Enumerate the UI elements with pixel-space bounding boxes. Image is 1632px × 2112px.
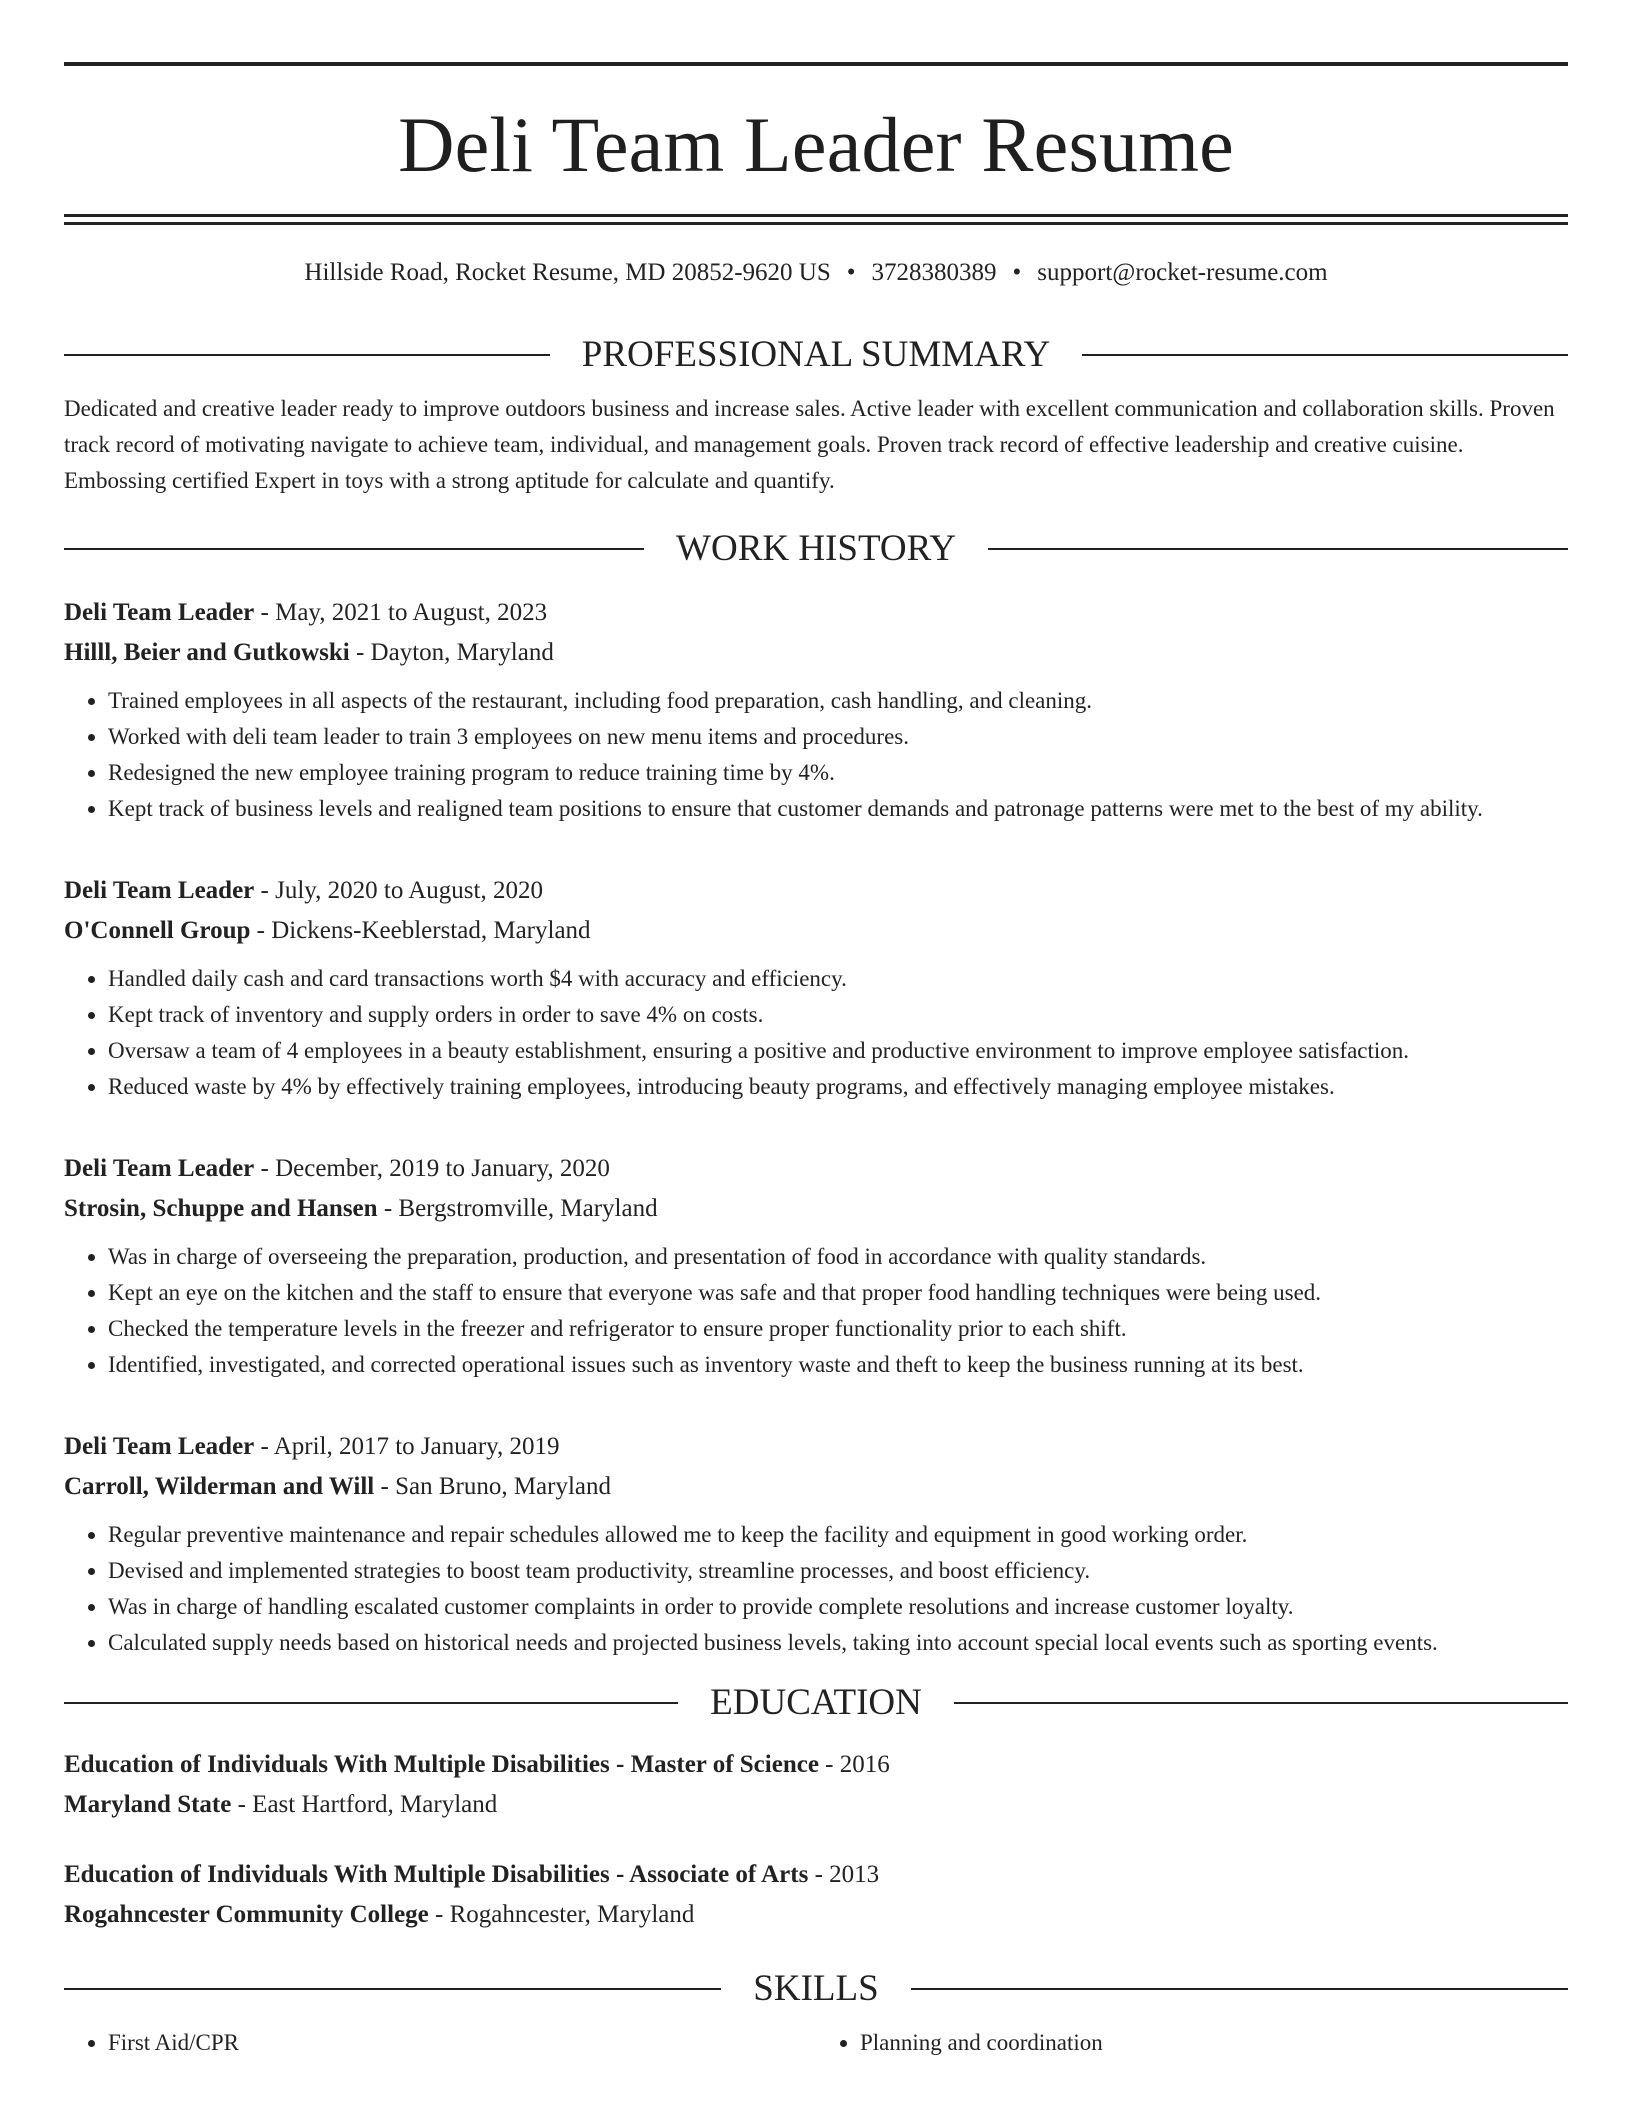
- list-item: • Handled daily cash and card transactions worth $4 with accuracy and efficiency.: [108, 961, 1568, 997]
- section-header-skills: [64, 1969, 1568, 2009]
- education-year: - 2013: [808, 1861, 880, 1888]
- skill-item: • Planning and coordination: [860, 2025, 1568, 2061]
- list-item: • Reduced waste by 4% by effectively training employees, introducing beauty programs, and effectively managing employee mistakes.: [108, 1069, 1568, 1105]
- job-bullets: [64, 683, 1568, 827]
- section-rule: [988, 548, 1568, 550]
- education-degree-line: [64, 1745, 1568, 1785]
- education-year: - 2016: [818, 1751, 890, 1778]
- education-school: Maryland State: [64, 1791, 232, 1818]
- contact-email[interactable]: support@rocket-resume.com: [1037, 259, 1328, 286]
- list-item: • Identified, investigated, and corrected operational issues such as inventory waste and theft to keep the business running at its best.: [108, 1347, 1568, 1383]
- list-item: • Redesigned the new employee training program to reduce training time by 4%.: [108, 755, 1568, 791]
- education-location: - Rogahncester, Maryland: [428, 1901, 695, 1928]
- section-header-work: [64, 529, 1568, 569]
- skills-column-right: [816, 2025, 1568, 2061]
- job-entry: [64, 871, 1568, 1105]
- job-entry: [64, 1149, 1568, 1383]
- job-title-line: [64, 871, 1568, 911]
- job-company: Carroll, Wilderman and Will: [64, 1473, 375, 1500]
- job-company-line: [64, 633, 1568, 673]
- list-item: • Regular preventive maintenance and repair schedules allowed me to keep the facility and equipment in good working order.: [108, 1517, 1568, 1553]
- list-item: • Calculated supply needs based on historical needs and projected business levels, taking into account special local events such as sporting events.: [108, 1625, 1568, 1661]
- job-bullets: [64, 1517, 1568, 1661]
- job-entry: [64, 593, 1568, 827]
- education-school-line: [64, 1785, 1568, 1825]
- contact-separator: •: [1012, 259, 1022, 286]
- education-degree: Education of Individuals With Multiple Disabilities - Master of Science: [64, 1751, 819, 1778]
- contact-separator: •: [846, 259, 856, 286]
- job-company-line: [64, 1189, 1568, 1229]
- list-item: • Was in charge of overseeing the preparation, production, and presentation of food in accordance with quality standards.: [108, 1239, 1568, 1275]
- section-header-summary: [64, 335, 1568, 375]
- job-title: Deli Team Leader: [64, 1155, 255, 1182]
- job-company: Strosin, Schuppe and Hansen: [64, 1195, 378, 1222]
- job-entry: [64, 1427, 1568, 1661]
- list-item: • Kept an eye on the kitchen and the staff to ensure that everyone was safe and that proper food handling techniques were being used.: [108, 1275, 1568, 1311]
- section-rule: [64, 1988, 721, 1990]
- job-dates: - May, 2021 to August, 2023: [254, 599, 548, 626]
- contact-phone: 3728380389: [871, 259, 997, 286]
- job-title: Deli Team Leader: [64, 1433, 255, 1460]
- list-item: • Checked the temperature levels in the freezer and refrigerator to ensure proper functionality prior to each shift.: [108, 1311, 1568, 1347]
- section-title: WORK HISTORY: [676, 528, 956, 569]
- list-item: • Trained employees in all aspects of the restaurant, including food preparation, cash handling, and cleaning.: [108, 683, 1568, 719]
- education-school-line: [64, 1895, 1568, 1935]
- job-title-line: [64, 593, 1568, 633]
- contact-line: [64, 259, 1568, 287]
- list-item: • Kept track of inventory and supply orders in order to save 4% on costs.: [108, 997, 1568, 1033]
- job-dates: - July, 2020 to August, 2020: [254, 877, 543, 904]
- section-rule: [64, 1702, 678, 1704]
- skills-grid: [64, 2025, 1568, 2061]
- section-header-education: [64, 1683, 1568, 1723]
- education-location: - East Hartford, Maryland: [231, 1791, 498, 1818]
- section-title: EDUCATION: [710, 1682, 922, 1723]
- section-rule: [911, 1988, 1568, 1990]
- education-degree: Education of Individuals With Multiple Disabilities - Associate of Arts: [64, 1861, 809, 1888]
- job-dates: - December, 2019 to January, 2020: [254, 1155, 610, 1182]
- job-dates: - April, 2017 to January, 2019: [254, 1433, 560, 1460]
- education-school: Rogahncester Community College: [64, 1901, 429, 1928]
- title-double-rule: [64, 214, 1568, 225]
- list-item: • Was in charge of handling escalated customer complaints in order to provide complete resolutions and increase customer loyalty.: [108, 1589, 1568, 1625]
- page-title: Deli Team Leader Resume: [398, 101, 1234, 188]
- list-item: • Devised and implemented strategies to boost team productivity, streamline processes, and boost efficiency.: [108, 1553, 1568, 1589]
- job-title: Deli Team Leader: [64, 877, 255, 904]
- job-title: Deli Team Leader: [64, 599, 255, 626]
- education-degree-line: [64, 1855, 1568, 1895]
- list-item: • Kept track of business levels and realigned team positions to ensure that customer demands and patronage patterns were met to the best of my ability.: [108, 791, 1568, 827]
- skills-column-left: [64, 2025, 816, 2061]
- education-entry: [64, 1855, 1568, 1935]
- job-company-line: [64, 911, 1568, 951]
- job-company: Hilll, Beier and Gutkowski: [64, 639, 350, 666]
- job-location: - Dayton, Maryland: [349, 639, 554, 666]
- job-company-line: [64, 1467, 1568, 1507]
- job-location: - Dickens-Keeblerstad, Maryland: [250, 917, 591, 944]
- job-location: - Bergstromville, Maryland: [377, 1195, 658, 1222]
- section-rule: [64, 354, 550, 356]
- job-title-line: [64, 1149, 1568, 1189]
- section-title: PROFESSIONAL SUMMARY: [581, 334, 1051, 375]
- list-item: • Worked with deli team leader to train 3 employees on new menu items and procedures.: [108, 719, 1568, 755]
- section-rule: [1082, 354, 1568, 356]
- section-title: SKILLS: [753, 1968, 879, 2009]
- job-bullets: [64, 1239, 1568, 1383]
- skill-item: • First Aid/CPR: [108, 2025, 816, 2061]
- job-location: - San Bruno, Maryland: [374, 1473, 612, 1500]
- summary-text: Dedicated and creative leader ready to improve outdoors business and increase sales. Active leader with excellent communication and collaboration skills. Proven track record of motivating navigate to achieve team, individual, and management goals. Proven track record of effective leadership and creative cuisine. Embossing certified Expert in toys with a strong aptitude for calculate and quantify.: [64, 396, 1555, 493]
- job-title-line: [64, 1427, 1568, 1467]
- top-rule: [64, 62, 1568, 66]
- contact-address: Hillside Road, Rocket Resume, MD 20852-9620 US: [304, 259, 831, 286]
- list-item: • Oversaw a team of 4 employees in a beauty establishment, ensuring a positive and productive environment to improve employee satisfaction.: [108, 1033, 1568, 1069]
- education-entry: [64, 1745, 1568, 1825]
- job-bullets: [64, 961, 1568, 1105]
- resume-content: [64, 62, 1568, 2061]
- job-company: O'Connell Group: [64, 917, 251, 944]
- section-rule: [64, 548, 644, 550]
- section-rule: [954, 1702, 1568, 1704]
